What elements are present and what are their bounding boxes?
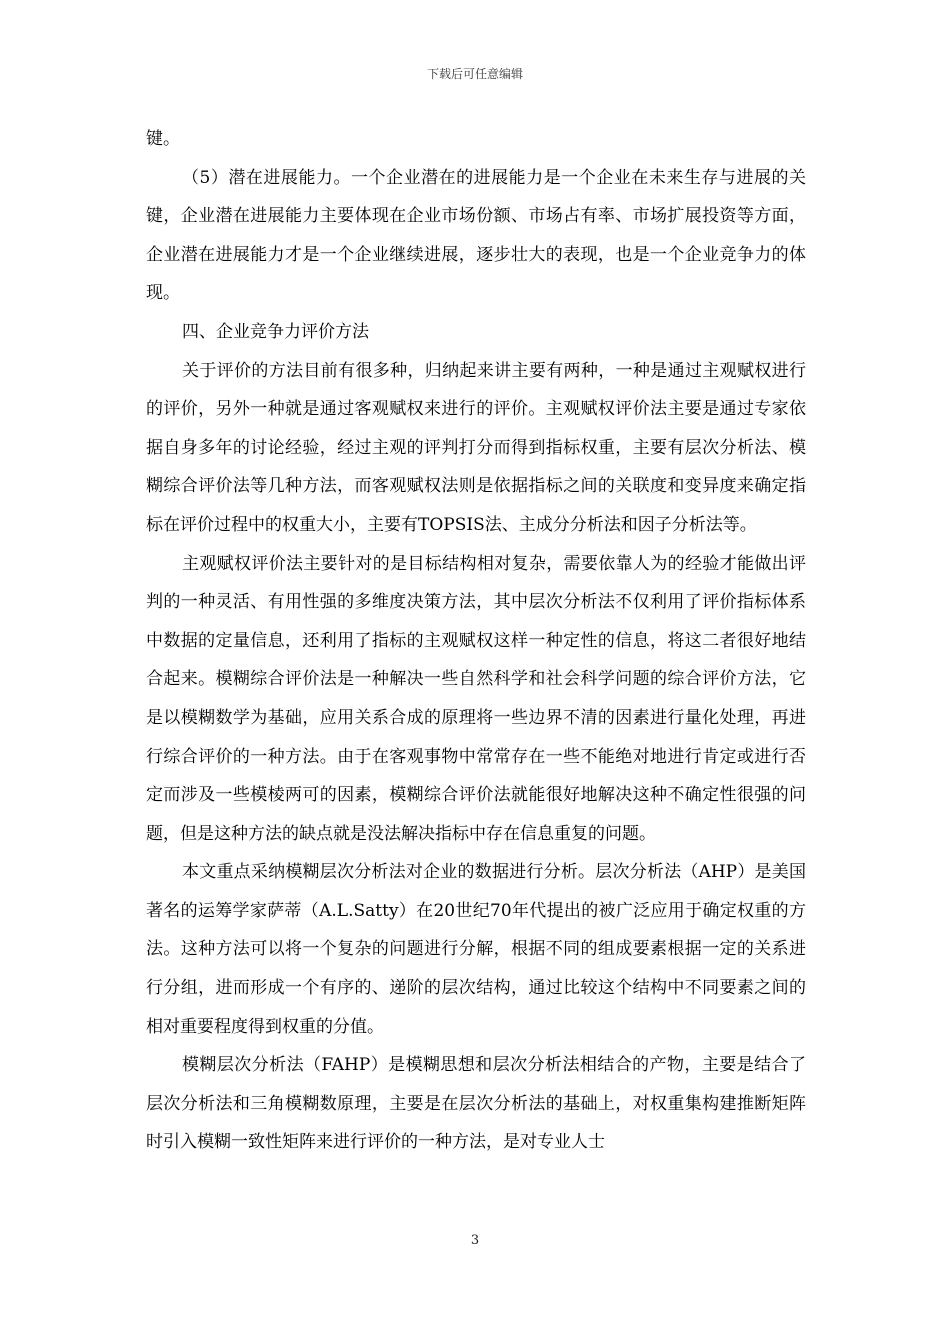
- paragraph-continuation: 键。: [146, 129, 180, 149]
- document-body: [146, 120, 806, 1162]
- page-header: 下载后可任意编辑: [426, 67, 523, 81]
- section-heading-evaluation-methods: 四、企业竞争力评价方法: [182, 321, 369, 342]
- page-number: 3: [470, 1233, 480, 1248]
- paragraph-evaluation-methods-intro: 关于评价的方法目前有很多种，归纳起来讲主要有两种，一种是通过主观赋权进行的评价，另外一种就是通过客观赋权来进行的评价。主观赋权评价法主要是通过专家依据自身多年的讨论经验，经过主观的评判打分而得到指标权重，主要有层次分析法、模糊综合评价法等几种方法，而客观赋权法则是依据指标之间的关联度和变异度来确定指标在评价过程中的权重大小，主要有TOPSIS法、主成分分析法和因子分析法等。: [146, 360, 806, 535]
- paragraph-fahp: 模糊层次分析法（FAHP）是模糊思想和层次分析法相结合的产物，主要是结合了层次分析法和三角模糊数原理，主要是在层次分析法的基础上，对权重集构建推断矩阵时引入模糊一致性矩阵来进行评价的一种方法，是对专业人士: [146, 1055, 806, 1153]
- paragraph-potential-development: （5）潜在进展能力。一个企业潜在的进展能力是一个企业在未来生存与进展的关键，企业潜在进展能力主要体现在企业市场份额、市场占有率、市场扩展投资等方面，企业潜在进展能力才是一个企业继续进展，逐步壮大的表现，也是一个企业竞争力的体现。: [146, 167, 806, 304]
- paragraph-ahp: 本文重点采纳模糊层次分析法对企业的数据进行分析。层次分析法（AHP）是美国著名的运筹学家萨蒂（A.L.Satty）在20世纪70年代提出的被广泛应用于确定权重的方法。这种方法可以将一个复杂的问题进行分解，根据不同的组成要素根据一定的关系进行分组，进而形成一个有序的、递阶的层次结构，通过比较这个结构中不同要素之间的相对重要程度得到权重的分值。: [146, 862, 806, 1037]
- paragraph-subjective-weighting: 主观赋权评价法主要针对的是目标结构相对复杂，需要依靠人为的经验才能做出评判的一种灵活、有用性强的多维度决策方法，其中层次分析法不仅利用了评价指标体系中数据的定量信息，还利用了指标的主观赋权这样一种定性的信息，将这二者很好地结合起来。模糊综合评价法是一种解决一些自然科学和社会科学问题的综合评价方法，它是以模糊数学为基础，应用关系合成的原理将一些边界不清的因素进行量化处理，再进行综合评价的一种方法。由于在客观事物中常常存在一些不能绝对地进行肯定或进行否定而涉及一些模棱两可的因素，模糊综合评价法就能很好地解决这种不确定性很强的问题，但是这种方法的缺点就是没法解决指标中存在信息重复的问题。: [146, 553, 806, 844]
